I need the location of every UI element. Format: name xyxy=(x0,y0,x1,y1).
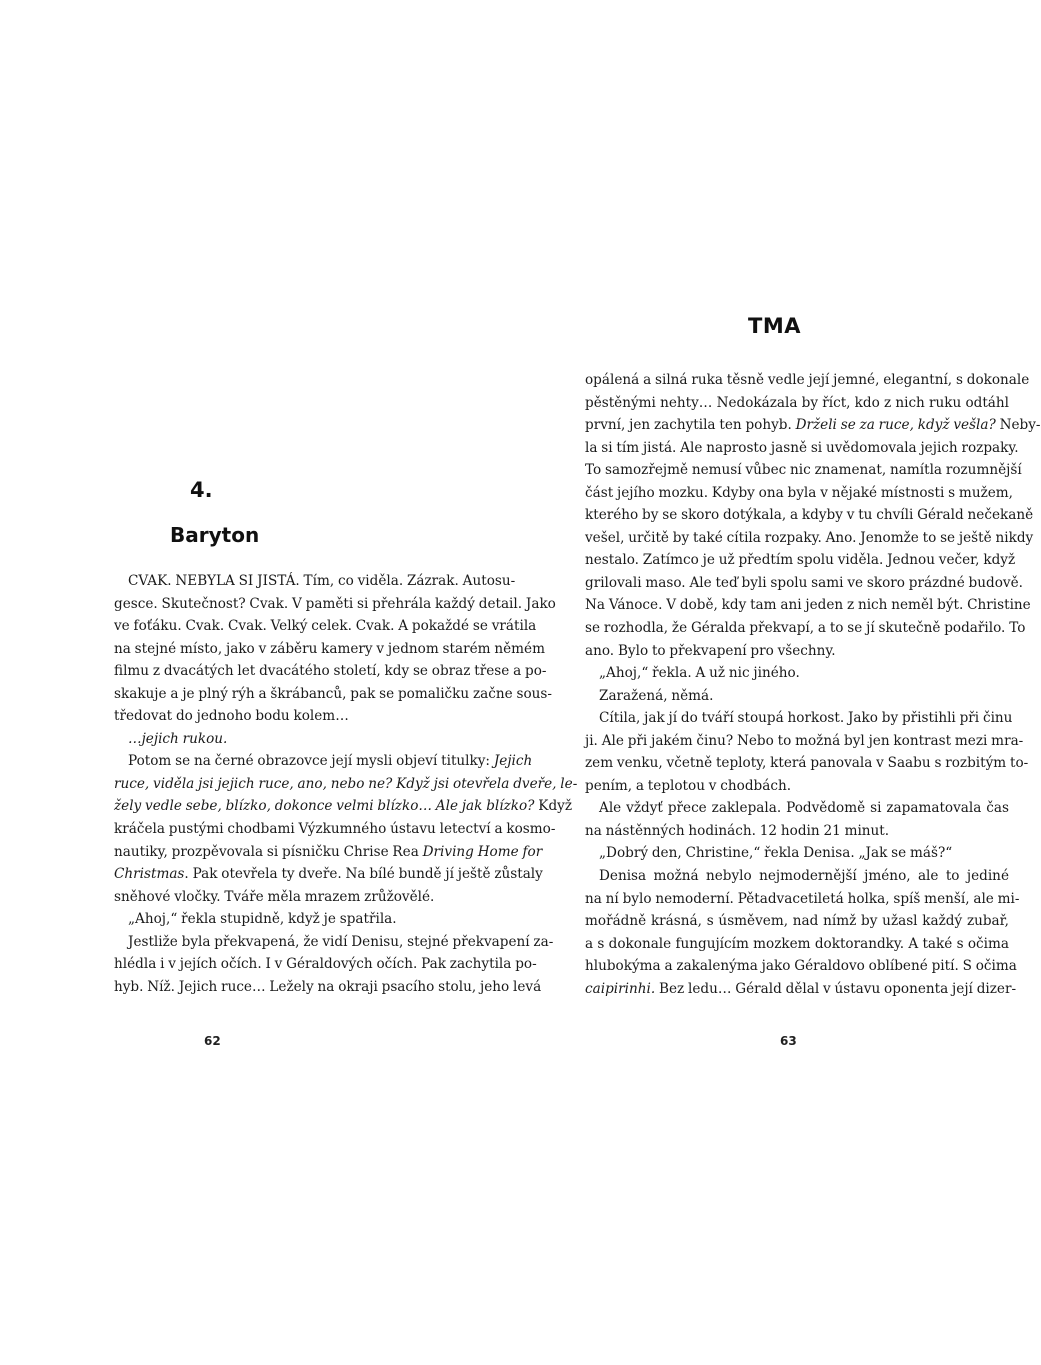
text-line xyxy=(114,908,419,931)
text-line xyxy=(585,527,1034,550)
text-line xyxy=(585,685,1009,708)
text-run: nautiky, prozpěvovala si písničku Chrise Rea xyxy=(114,843,423,860)
text-line xyxy=(585,707,1013,730)
text-line xyxy=(585,369,1030,392)
text-line xyxy=(114,953,537,976)
italic-text-run: …jejich rukou. xyxy=(128,730,228,747)
italic-text-run: Driving Home for xyxy=(422,843,543,860)
text-run: sněhové vločky. Tváře měla mrazem zrůžovělé. xyxy=(114,888,435,905)
text-run: část jejího mozku. Kdyby ona byla v nějaké místnosti s mužem, xyxy=(585,484,1013,501)
text-run: hlubokýma a zakalenýma jako Géraldovo oblíbené pití. S očima xyxy=(585,958,1017,975)
text-run: „Ahoj,“ řekla stupidně, když je spatřila. xyxy=(128,911,397,928)
text-line xyxy=(585,797,1009,820)
text-line xyxy=(114,886,435,909)
text-run: vešel, určitě by také cítila rozpaky. Ano. Jenomže to se ještě nikdy xyxy=(585,529,1034,546)
text-run: Denisa možná nebylo nejmodernější jméno, ale to jediné xyxy=(599,868,1009,885)
text-run: CVAK. NEBYLA SI JISTÁ. Tím, co viděla. Zázrak. Autosu- xyxy=(128,573,516,589)
text-line xyxy=(585,955,1017,978)
italic-text-run: caipirinhi. xyxy=(585,980,656,997)
text-line xyxy=(114,660,547,683)
text-line xyxy=(585,459,1022,482)
text-run: nestalo. Zatímco je už předtím spolu viděla. Jednou večer, když xyxy=(585,552,1016,569)
text-run: Ale vždyť přece zaklepala. Podvědomě si zapamatovala čas xyxy=(599,800,1009,817)
text-line xyxy=(585,888,1020,911)
text-line xyxy=(114,615,537,638)
text-line xyxy=(585,504,1034,527)
italic-text-run: Drželi se za ruce, když vešla? xyxy=(795,417,996,434)
text-run: „Dobrý den, Christine,“ řekla Denisa. „Jak se máš?“ xyxy=(599,845,953,862)
text-run: Cítila, jak jí do tváří stoupá horkost. Jako by přistihli při činu xyxy=(599,710,1013,727)
text-line xyxy=(114,638,545,661)
text-run: To samozřejmě nemusí vůbec nic znamenat, namítla rozumnější xyxy=(585,462,1022,479)
running-head: TMA xyxy=(748,314,801,338)
text-run: Jestliže byla překvapená, že vidí Denisu, stejné překvapení za- xyxy=(128,933,554,950)
text-line xyxy=(585,978,1017,1001)
text-line xyxy=(585,662,1009,685)
italic-text-run: žely vedle sebe, blízko, dokonce velmi blízko… Ale jak blízko? xyxy=(114,798,535,815)
text-line xyxy=(585,549,1016,572)
text-line xyxy=(585,910,1009,933)
text-line xyxy=(114,750,533,773)
right-page-number: 63 xyxy=(780,1034,797,1048)
text-run: na ní bylo nemoderní. Pětadvacetiletá holka, spíš menší, ale mi- xyxy=(585,890,1020,907)
text-run: gesce. Skutečnost? Cvak. V paměti si přehrála každý detail. Jako xyxy=(114,595,556,612)
text-run: Na Vánoce. V době, kdy tam ani jeden z nich neměl být. Christine xyxy=(585,597,1031,614)
text-line xyxy=(114,683,552,706)
text-line xyxy=(114,570,516,593)
text-run: grilovali maso. Ale teď byli spolu sami ve skoro prázdné budově. xyxy=(585,574,1023,591)
text-run: hlédla i v jejích očích. I v Géraldových očích. Pak zachytila po- xyxy=(114,956,537,973)
chapter-title: Baryton xyxy=(170,523,260,547)
text-run: a s dokonale fungujícím mozkem doktorandky. A také s očima xyxy=(585,935,1009,952)
text-line xyxy=(114,705,419,728)
text-run: opálená a silná ruka těsně vedle její jemné, elegantní, s dokonale xyxy=(585,372,1030,388)
text-run: se rozhodla, že Géralda překvapí, a to se jí skutečně podařilo. To xyxy=(585,620,1026,637)
text-line xyxy=(114,728,419,751)
text-line xyxy=(114,795,573,818)
text-run: na stejné místo, jako v záběru kamery v jednom starém němém xyxy=(114,640,545,657)
text-run: tředovat do jednoho bodu kolem… xyxy=(114,708,349,725)
text-run: skakuje a je plný rýh a škrábanců, pak se pomaličku začne sous- xyxy=(114,685,552,702)
text-line xyxy=(585,842,1009,865)
text-line xyxy=(585,775,1009,798)
text-run: hyb. Níž. Jejich ruce… Ležely na okraji psacího stolu, jeho levá xyxy=(114,978,542,995)
text-run: Potom se na černé obrazovce její mysli objeví titulky: xyxy=(128,753,494,770)
text-run: první, jen zachytila ten pohyb. xyxy=(585,417,796,434)
left-page-number: 62 xyxy=(204,1034,221,1048)
text-line xyxy=(585,617,1026,640)
text-line xyxy=(585,482,1013,505)
text-line xyxy=(585,437,1019,460)
text-run: ji. Ale při jakém činu? Nebo to možná byl jen kontrast mezi mra- xyxy=(585,732,1024,749)
chapter-number: 4. xyxy=(190,478,213,502)
text-run: na nástěnných hodinách. 12 hodin 21 minut. xyxy=(585,822,890,839)
text-line xyxy=(114,976,542,999)
text-run: Zaražená, němá. xyxy=(599,687,714,704)
text-line xyxy=(114,863,543,886)
text-run: Bez ledu… Gérald dělal v ústavu oponenta její dizer- xyxy=(655,980,1017,997)
text-run: ano. Bylo to překvapení pro všechny. xyxy=(585,642,836,659)
text-line xyxy=(585,752,1029,775)
text-line xyxy=(585,820,1009,843)
text-line xyxy=(585,933,1009,956)
text-line xyxy=(585,865,1009,888)
text-line xyxy=(114,931,554,954)
text-line xyxy=(585,640,1009,663)
text-line xyxy=(114,841,543,864)
text-line xyxy=(114,773,578,796)
text-run: kterého by se skoro dotýkala, a kdyby v tu chvíli Gérald nečekaně xyxy=(585,507,1034,524)
right-body-text xyxy=(585,369,1041,1000)
text-run: mořádně krásná, s úsměvem, nad nímž by užasl každý zubař, xyxy=(585,913,1009,930)
text-run: kráčela pustými chodbami Výzkumného ústavu letectví a kosmo- xyxy=(114,821,556,838)
italic-text-run: ruce, viděla jsi jejich ruce, ano, nebo ne? Když jsi otevřela dveře, le- xyxy=(114,775,578,792)
text-run: Když xyxy=(534,798,573,815)
text-run: filmu z dvacátých let dvacátého století, kdy se obraz třese a po- xyxy=(114,663,547,680)
italic-text-run: Jejich xyxy=(493,753,533,770)
text-line xyxy=(585,572,1023,595)
text-run: pěstěnými nehty… Nedokázala by říct, kdo z nich ruku odtáhl xyxy=(585,394,1009,411)
text-line xyxy=(585,594,1031,617)
left-body-text xyxy=(114,570,578,998)
text-line xyxy=(585,414,1041,437)
text-run: ve foťáku. Cvak. Cvak. Velký celek. Cvak. A pokaždé se vrátila xyxy=(114,618,537,635)
text-run: „Ahoj,“ řekla. A už nic jiného. xyxy=(599,665,800,682)
italic-text-run: Christmas xyxy=(114,866,185,883)
right-page xyxy=(512,0,1041,1365)
text-line xyxy=(585,730,1024,753)
text-run: la si tím jistá. Ale naprosto jasně si uvědomovala jejich rozpaky. xyxy=(585,439,1019,456)
text-line xyxy=(114,818,556,841)
text-line xyxy=(585,392,1009,415)
text-run: Neby- xyxy=(995,417,1041,434)
text-line xyxy=(114,593,556,616)
text-run: zem venku, včetně teploty, která panovala v Saabu s rozbitým to- xyxy=(585,755,1029,772)
text-run: . Pak otevřela ty dveře. Na bílé bundě jí ještě zůstaly xyxy=(184,866,543,883)
text-run: pením, a teplotou v chodbách. xyxy=(585,777,792,794)
